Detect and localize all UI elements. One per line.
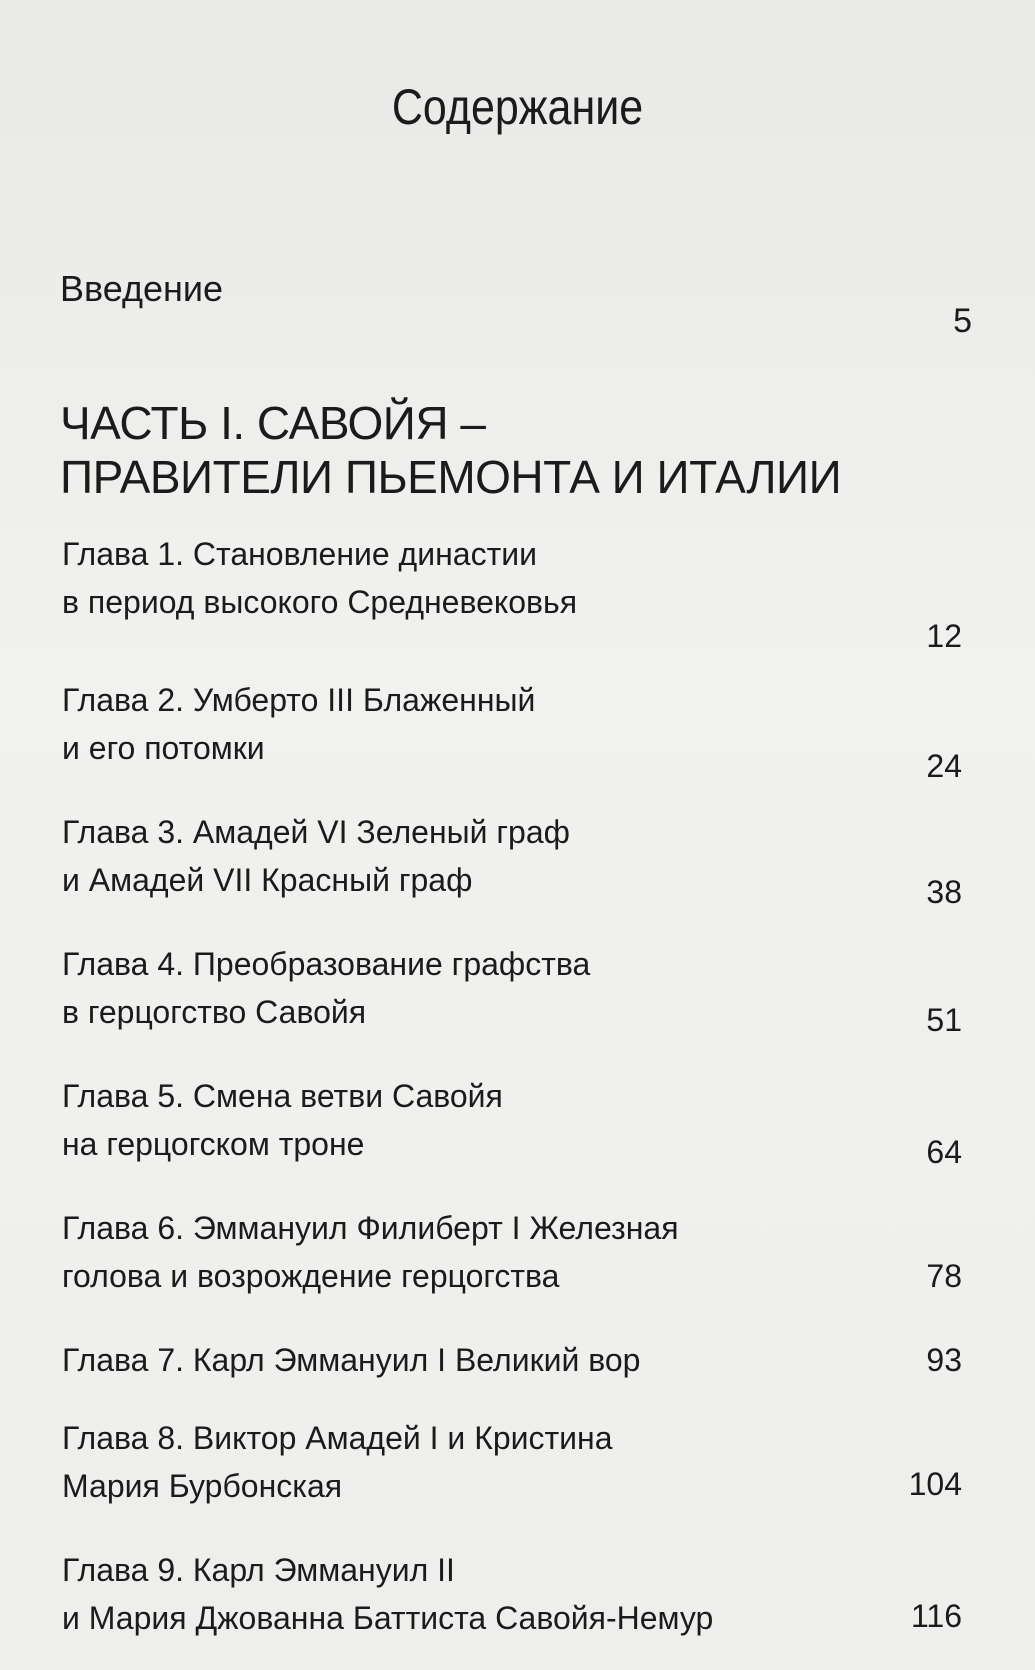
toc-entry-label: Введение	[60, 268, 224, 309]
toc-entry-line-2: в период высокого Средневековья	[62, 584, 578, 620]
toc-entry-line-2: в герцогство Савойя	[62, 994, 367, 1030]
toc-entry-line-1: Глава 6. Эммануил Филиберт I Железная	[62, 1210, 679, 1246]
toc-entry-line-2: Мария Бурбонская	[62, 1468, 343, 1504]
toc-entry-chapter-7	[62, 1336, 962, 1384]
toc-entry-chapter-5	[62, 1072, 962, 1168]
part-heading-line-1: ЧАСТЬ I. САВОЙЯ –	[60, 397, 486, 449]
toc-entry-line-1: Глава 2. Умберто III Блаженный	[62, 682, 536, 718]
toc-entry-line-2: и Амадей VII Красный граф	[62, 862, 473, 898]
toc-entry-page-number: 5	[953, 302, 972, 340]
toc-entry-line-2: голова и возрождение герцогства	[62, 1258, 560, 1294]
toc-entry-page-number: 24	[926, 748, 962, 784]
toc-entry-line-2: и Мария Джованна Баттиста Савойя-Немур	[62, 1600, 714, 1636]
toc-entry-introduction	[60, 268, 972, 340]
toc-entry-line-2: и его потомки	[62, 730, 265, 766]
toc-entry-chapter-9	[62, 1546, 962, 1642]
toc-entry-line-1: Глава 7. Карл Эммануил I Великий вор	[62, 1342, 641, 1378]
toc-entry-chapter-6	[62, 1204, 962, 1300]
toc-entry-page-number: 104	[908, 1466, 962, 1502]
toc-entry-page-number: 78	[926, 1258, 962, 1294]
toc-entry-page-number: 51	[926, 1002, 962, 1038]
toc-entry-chapter-4	[62, 940, 962, 1036]
toc-entry-line-1: Глава 8. Виктор Амадей I и Кристина	[62, 1420, 613, 1456]
toc-entry-line-1: Глава 3. Амадей VI Зеленый граф	[62, 814, 570, 850]
toc-entry-chapter-1	[62, 530, 962, 654]
toc-entry-line-2: на герцогском троне	[62, 1126, 365, 1162]
part-heading-line-2: ПРАВИТЕЛИ ПЬЕМОНТА И ИТАЛИИ	[60, 451, 842, 503]
toc-entry-line-1: Глава 4. Преобразование графства	[62, 946, 591, 982]
part-heading	[60, 396, 960, 504]
toc-entry-line-1: Глава 5. Смена ветви Савойя	[62, 1078, 503, 1114]
toc-entry-page-number: 116	[910, 1598, 962, 1634]
toc-entry-page-number: 38	[926, 874, 962, 910]
toc-entry-page-number: 12	[926, 618, 962, 654]
toc-entry-chapter-2	[62, 676, 962, 784]
toc-entry-page-number: 64	[926, 1134, 962, 1170]
toc-entry-line-1: Глава 9. Карл Эммануил II	[62, 1552, 455, 1588]
toc-entry-chapter-8	[62, 1414, 962, 1510]
toc-entry-line-1: Глава 1. Становление династии	[62, 536, 537, 572]
toc-entry-page-number: 93	[926, 1342, 962, 1378]
page-title: Содержание	[391, 79, 644, 135]
toc-entry-chapter-3	[62, 808, 962, 910]
